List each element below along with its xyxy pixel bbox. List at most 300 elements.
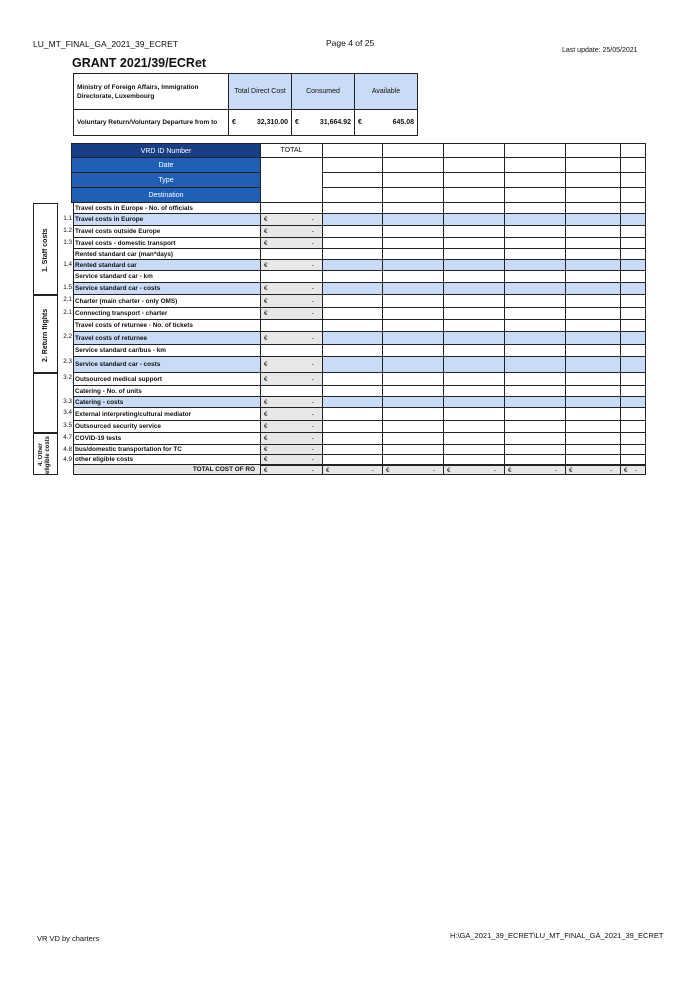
ro-cell: [322, 260, 382, 271]
ro-cell: [382, 249, 443, 260]
currency-symbol: €: [264, 228, 268, 235]
amount-value: -: [311, 361, 314, 368]
ro-cell: [565, 188, 620, 203]
ro-cell: [620, 260, 646, 271]
amount-value: -: [311, 240, 314, 247]
ro-cell: [382, 421, 443, 433]
ro-cell: [620, 455, 646, 465]
cost-row: [33, 260, 646, 271]
cost-row: [33, 214, 646, 226]
row-number: [57, 386, 73, 397]
ro-cell: [504, 397, 565, 408]
currency-symbol: €: [264, 262, 268, 269]
ro-cell: [504, 249, 565, 260]
row-number: 3.2: [63, 374, 72, 381]
section-label: 4. Other eligible costs: [38, 436, 51, 475]
section-box: [33, 433, 58, 475]
currency-symbol: €: [326, 467, 330, 474]
ro-cell: [504, 332, 565, 345]
section-label: 1. Staff costs: [42, 228, 49, 272]
ro-cell: [504, 357, 565, 373]
ro-cell: [565, 421, 620, 433]
ro-cell: [620, 143, 646, 158]
header-row: [33, 188, 646, 203]
last-update: Last update: 25/05/2021: [562, 47, 638, 54]
ro-cell: [565, 345, 620, 357]
total-column-blank: [260, 158, 322, 203]
row-label: Travel costs in Europe: [73, 214, 260, 226]
cost-row: [33, 226, 646, 238]
grant-title: GRANT 2021/39/ECRet: [72, 56, 207, 70]
header-label: Type: [71, 173, 260, 188]
ro-cell: [382, 173, 443, 188]
ro-cell: [565, 283, 620, 295]
row-total: [260, 345, 322, 357]
row-total: [260, 271, 322, 283]
currency-symbol: €: [569, 467, 573, 474]
consumed-value: € 31,664.92: [292, 110, 355, 136]
amount-value: -: [554, 467, 557, 474]
header-row: [33, 173, 646, 188]
row-total: [260, 226, 322, 238]
ro-cell: [322, 238, 382, 249]
ro-cell: [565, 203, 620, 214]
ro-cell: [322, 271, 382, 283]
ro-cell: [504, 308, 565, 320]
currency-symbol: €: [264, 335, 268, 342]
currency-symbol: €: [264, 446, 268, 453]
cost-row: [33, 238, 646, 249]
ro-cell: [443, 271, 504, 283]
total-cost-cell: [565, 465, 620, 475]
amount-value: -: [311, 310, 314, 317]
ro-cell: [565, 226, 620, 238]
row-label: Connecting transport - charter: [73, 308, 260, 320]
ro-cell: [504, 226, 565, 238]
section-box: [33, 373, 58, 433]
ro-cell: [443, 249, 504, 260]
currency-symbol: €: [264, 285, 268, 292]
ro-cell: [322, 203, 382, 214]
currency-symbol: €: [264, 423, 268, 430]
available-value: € 645.08: [355, 110, 418, 136]
ro-cell: [443, 373, 504, 386]
row-total: [260, 214, 322, 226]
ro-cell: [504, 214, 565, 226]
total-cost-cell: [322, 465, 382, 475]
ro-cell: [620, 249, 646, 260]
row-label: Travel costs in Europe - No. of officials: [73, 203, 260, 214]
amount-value: -: [311, 399, 314, 406]
row-number: 1.4: [63, 261, 72, 268]
row-total: [260, 308, 322, 320]
ro-cell: [565, 260, 620, 271]
total-cost-cell: [504, 465, 565, 475]
amount-value: -: [311, 467, 314, 474]
ro-cell: [565, 271, 620, 283]
ro-cell: [322, 421, 382, 433]
cost-row: [33, 345, 646, 357]
row-number: 2.2: [63, 333, 72, 340]
ro-cell: [620, 332, 646, 345]
ro-cell: [382, 345, 443, 357]
ro-cell: [443, 283, 504, 295]
section-label: 2. Return flights: [42, 308, 49, 362]
cost-row: [33, 421, 646, 433]
ro-cell: [443, 445, 504, 455]
ro-cell: [382, 433, 443, 445]
authority-name: Ministry of Foreign Affairs, Immigration Directorate, Luxembourg: [74, 74, 229, 110]
ro-cell: [322, 320, 382, 332]
ro-cell: [443, 308, 504, 320]
currency-symbol: €: [264, 456, 268, 463]
ro-cell: [322, 445, 382, 455]
currency-symbol: €: [264, 216, 268, 223]
cost-row: [33, 320, 646, 332]
ro-cell: [620, 421, 646, 433]
cost-row: [33, 308, 646, 320]
row-number: [57, 249, 73, 260]
ro-cell: [620, 203, 646, 214]
ro-cell: [620, 283, 646, 295]
row-label: other eligible costs: [73, 455, 260, 465]
footer-left: VR VD by charters: [37, 934, 100, 943]
ro-cell: [443, 158, 504, 173]
consumed-header: Consumed: [292, 74, 355, 110]
ro-cell: [620, 373, 646, 386]
amount-value: -: [493, 467, 496, 474]
ro-cell: [565, 445, 620, 455]
available-header: Available: [355, 74, 418, 110]
amount-value: -: [311, 335, 314, 342]
ro-cell: [504, 345, 565, 357]
row-total: [260, 408, 322, 421]
ro-cell: [504, 260, 565, 271]
row-number: 3.5: [63, 422, 72, 429]
row-label: bus/domestic transportation for TC: [73, 445, 260, 455]
row-total: [260, 249, 322, 260]
section-box: [33, 295, 58, 373]
ro-cell: [565, 455, 620, 465]
ro-cell: [620, 386, 646, 397]
ro-cell: [565, 173, 620, 188]
ro-cell: [382, 143, 443, 158]
ro-cell: [382, 386, 443, 397]
ro-cell: [322, 295, 382, 308]
page-number: Page 4 of 25: [326, 38, 375, 48]
ro-cell: [504, 295, 565, 308]
ro-cell: [443, 332, 504, 345]
total-cost-cell: [382, 465, 443, 475]
ro-cell: [620, 173, 646, 188]
cost-row: [33, 332, 646, 345]
action-description: Voluntary Return/Voluntary Departure from to: [74, 110, 229, 136]
ro-cell: [322, 332, 382, 345]
ro-cell: [322, 214, 382, 226]
ro-cell: [382, 320, 443, 332]
row-total: [260, 357, 322, 373]
row-label: Travel costs of returnee - No. of tickets: [73, 320, 260, 332]
ro-cell: [504, 421, 565, 433]
row-label: Service standard car - costs: [73, 283, 260, 295]
ro-cell: [382, 260, 443, 271]
ro-cell: [565, 357, 620, 373]
row-label: Catering - costs: [73, 397, 260, 408]
currency-symbol: €: [508, 467, 512, 474]
cost-row: [33, 203, 646, 214]
row-total: [260, 373, 322, 386]
ro-cell: [620, 188, 646, 203]
ro-cell: [565, 397, 620, 408]
ro-cell: [620, 214, 646, 226]
row-label: Service standard car/bus - km: [73, 345, 260, 357]
amount-value: -: [311, 285, 314, 292]
ro-cell: [565, 308, 620, 320]
ro-cell: [504, 373, 565, 386]
ro-cell: [565, 249, 620, 260]
row-total: [260, 455, 322, 465]
ro-cell: [504, 238, 565, 249]
row-label: Outsourced medical support: [73, 373, 260, 386]
header-label: VRD ID Number: [71, 143, 260, 158]
amount-value: -: [634, 467, 637, 474]
ro-cell: [382, 188, 443, 203]
ro-cell: [382, 357, 443, 373]
ro-cell: [443, 433, 504, 445]
document-id: LU_MT_FINAL_GA_2021_39_ECRET: [33, 39, 179, 49]
ro-cell: [565, 214, 620, 226]
header-row: [33, 143, 646, 158]
cost-row: [33, 433, 646, 445]
ro-cell: [620, 433, 646, 445]
header-label: Date: [71, 158, 260, 173]
total-direct-cost-header: Total Direct Cost: [229, 74, 292, 110]
ro-cell: [565, 408, 620, 421]
row-label: Outsourced security service: [73, 421, 260, 433]
total-direct-cost-value: € 32,310.00: [229, 110, 292, 136]
ro-cell: [443, 408, 504, 421]
ro-cell: [565, 332, 620, 345]
row-number: 1.5: [63, 284, 72, 291]
header-label: Destination: [71, 188, 260, 203]
row-total: [260, 421, 322, 433]
amount-value: -: [311, 298, 314, 305]
ro-cell: [322, 455, 382, 465]
ro-cell: [443, 214, 504, 226]
currency-symbol: €: [264, 435, 268, 442]
row-label: Service standard car - costs: [73, 357, 260, 373]
row-number: 2.1: [63, 309, 72, 316]
ro-cell: [620, 238, 646, 249]
ro-cell: [382, 226, 443, 238]
ro-cell: [620, 271, 646, 283]
row-number: 2.3: [63, 358, 72, 365]
row-total: [260, 332, 322, 345]
row-number: 4.8: [63, 446, 72, 453]
footer-path: H:\GA_2021_39_ECRET\LU_MT_FINAL_GA_2021_39_ECRET: [450, 931, 664, 940]
ro-cell: [620, 226, 646, 238]
amount-value: -: [371, 467, 374, 474]
amount-value: -: [432, 467, 435, 474]
cost-row: [33, 373, 646, 386]
ro-cell: [565, 143, 620, 158]
ro-cell: [443, 188, 504, 203]
row-total: [260, 397, 322, 408]
ro-cell: [504, 408, 565, 421]
row-total: [260, 203, 322, 214]
ro-cell: [322, 308, 382, 320]
cost-row: [33, 271, 646, 283]
ro-cell: [382, 408, 443, 421]
ro-cell: [322, 283, 382, 295]
amount-value: -: [311, 216, 314, 223]
currency-symbol: €: [264, 240, 268, 247]
ro-cell: [565, 433, 620, 445]
row-number: [57, 271, 73, 283]
ro-cell: [382, 373, 443, 386]
amount-value: -: [311, 456, 314, 463]
total-cost-row: [33, 465, 646, 475]
ro-cell: [382, 295, 443, 308]
ro-cell: [504, 271, 565, 283]
ro-cell: [620, 397, 646, 408]
ro-cell: [504, 433, 565, 445]
currency-symbol: €: [264, 376, 268, 383]
currency-symbol: €: [264, 298, 268, 305]
ro-cell: [322, 173, 382, 188]
ro-cell: [382, 271, 443, 283]
ro-cell: [565, 320, 620, 332]
row-total: [260, 386, 322, 397]
ro-cell: [443, 357, 504, 373]
ro-cell: [382, 214, 443, 226]
amount-value: -: [311, 423, 314, 430]
currency-symbol: €: [264, 361, 268, 368]
row-total: [260, 433, 322, 445]
total-cost-cell: [260, 465, 322, 475]
row-total: [260, 320, 322, 332]
ro-cell: [504, 386, 565, 397]
ro-cell: [565, 158, 620, 173]
ro-cell: [620, 357, 646, 373]
cost-row: [33, 408, 646, 421]
ro-cell: [620, 320, 646, 332]
row-label: Travel costs outside Europe: [73, 226, 260, 238]
row-number: 1.1: [63, 215, 72, 222]
row-number: [57, 320, 73, 332]
ro-cell: [504, 143, 565, 158]
row-total: [260, 283, 322, 295]
ro-cell: [322, 345, 382, 357]
currency-symbol: €: [386, 467, 390, 474]
ro-cell: [565, 238, 620, 249]
row-number: [57, 345, 73, 357]
ro-cell: [322, 158, 382, 173]
row-total: [260, 238, 322, 249]
row-label: Charter (main charter - only OMS): [73, 295, 260, 308]
total-cost-cell: [620, 465, 646, 475]
ro-cell: [620, 295, 646, 308]
ro-cell: [443, 173, 504, 188]
row-total: [260, 260, 322, 271]
ro-cell: [504, 188, 565, 203]
ro-cell: [382, 203, 443, 214]
row-label: Service standard car - km: [73, 271, 260, 283]
currency-symbol: €: [264, 411, 268, 418]
ro-cell: [443, 203, 504, 214]
ro-cell: [620, 308, 646, 320]
ro-cell: [443, 143, 504, 158]
currency-symbol: €: [264, 467, 268, 474]
ro-cell: [382, 308, 443, 320]
cost-row: [33, 357, 646, 373]
cost-grid: [33, 143, 646, 480]
ro-cell: [443, 226, 504, 238]
ro-cell: [504, 445, 565, 455]
summary-table: [73, 73, 418, 136]
ro-cell: [443, 260, 504, 271]
ro-cell: [504, 320, 565, 332]
ro-cell: [443, 455, 504, 465]
row-label: External interpreting/cultural mediator: [73, 408, 260, 421]
amount-value: -: [311, 376, 314, 383]
ro-cell: [382, 332, 443, 345]
ro-cell: [443, 421, 504, 433]
amount-value: -: [311, 446, 314, 453]
ro-cell: [322, 226, 382, 238]
amount-value: -: [311, 262, 314, 269]
ro-cell: [620, 345, 646, 357]
ro-cell: [322, 357, 382, 373]
cost-row: [33, 455, 646, 465]
section-box: [33, 203, 58, 295]
ro-cell: [504, 455, 565, 465]
ro-cell: [382, 283, 443, 295]
total-column-header: TOTAL: [260, 143, 322, 158]
ro-cell: [504, 173, 565, 188]
currency-symbol: €: [447, 467, 451, 474]
cost-row: [33, 295, 646, 308]
row-number: 3.3: [63, 398, 72, 405]
cost-row: [33, 445, 646, 455]
ro-cell: [322, 408, 382, 421]
row-number: 4.9: [63, 456, 72, 463]
header-row: [33, 158, 646, 173]
cost-row: [33, 397, 646, 408]
amount-value: -: [609, 467, 612, 474]
row-label: Travel costs of returnee: [73, 332, 260, 345]
ro-cell: [322, 249, 382, 260]
ro-cell: [620, 158, 646, 173]
row-total: [260, 295, 322, 308]
row-number: 1.2: [63, 227, 72, 234]
row-number: 3.4: [63, 409, 72, 416]
ro-cell: [322, 433, 382, 445]
ro-cell: [443, 320, 504, 332]
ro-cell: [620, 408, 646, 421]
ro-cell: [443, 238, 504, 249]
ro-cell: [565, 295, 620, 308]
cost-row: [33, 249, 646, 260]
ro-cell: [322, 188, 382, 203]
ro-cell: [322, 143, 382, 158]
row-number: 4.7: [63, 434, 72, 441]
amount-value: -: [311, 435, 314, 442]
ro-cell: [565, 373, 620, 386]
total-cost-cell: [443, 465, 504, 475]
ro-cell: [382, 445, 443, 455]
ro-cell: [504, 203, 565, 214]
